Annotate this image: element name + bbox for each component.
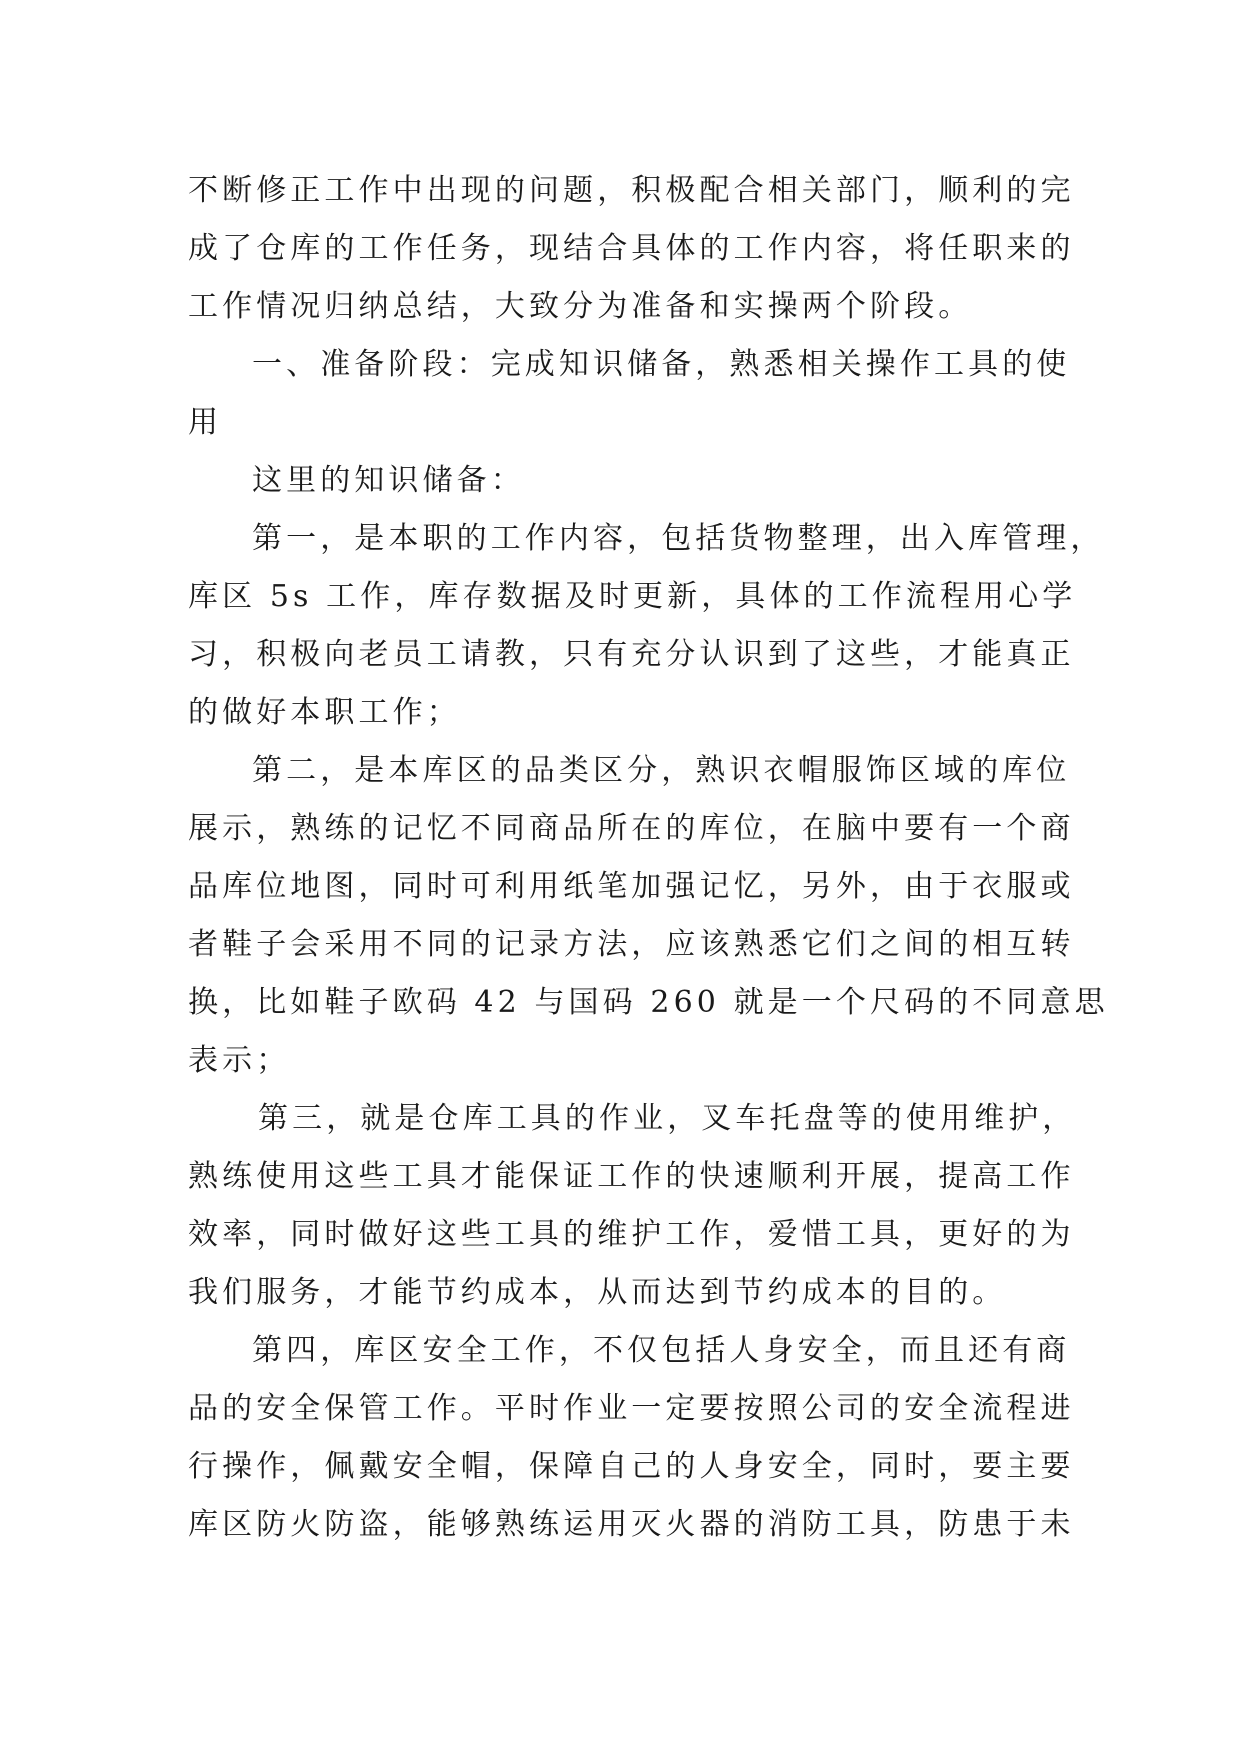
text-line: 换，比如鞋子欧码 42 与国码 260 就是一个尺码的不同意思	[188, 985, 1109, 1020]
paragraph-first-line: 第二，是本库区的品类区分，熟识衣帽服饰区域的库位	[252, 753, 1071, 788]
text-line: 展示，熟练的记忆不同商品所在的库位，在脑中要有一个商	[188, 811, 1075, 846]
text-line: 表示；	[188, 1043, 291, 1078]
text-line: 库区防火防盗，能够熟练运用灭火器的消防工具，防患于未	[188, 1507, 1075, 1542]
text-line: 效率，同时做好这些工具的维护工作，爱惜工具，更好的为	[188, 1217, 1075, 1252]
text-line: 库区 5s 工作，库存数据及时更新，具体的工作流程用心学	[188, 579, 1077, 614]
paragraph-first-line: 第一，是本职的工作内容，包括货物整理，出入库管理，	[252, 521, 1105, 556]
text-line: 品的安全保管工作。平时作业一定要按照公司的安全流程进	[188, 1391, 1075, 1426]
text-line: 行操作，佩戴安全帽，保障自己的人身安全，同时，要主要	[188, 1449, 1075, 1484]
paragraph-first-line: 第三，就是仓库工具的作业，叉车托盘等的使用维护，	[258, 1101, 1077, 1136]
text-line: 的做好本职工作；	[188, 695, 461, 730]
text-line: 成了仓库的工作任务，现结合具体的工作内容，将任职来的	[188, 231, 1075, 266]
text-line: 习，积极向老员工请教，只有充分认识到了这些，才能真正	[188, 637, 1075, 672]
section-heading-continued: 用	[188, 405, 223, 440]
text-line: 不断修正工作中出现的问题，积极配合相关部门，顺利的完	[188, 173, 1075, 208]
text-line: 我们服务，才能节约成本，从而达到节约成本的目的。	[188, 1275, 1007, 1310]
document-body	[188, 162, 1109, 1554]
text-line: 熟练使用这些工具才能保证工作的快速顺利开展，提高工作	[188, 1159, 1075, 1194]
section-heading: 一、准备阶段：完成知识储备，熟悉相关操作工具的使	[252, 347, 1071, 382]
paragraph-first-line: 第四，库区安全工作，不仅包括人身安全，而且还有商	[252, 1333, 1071, 1368]
text-line: 这里的知识储备：	[252, 463, 525, 498]
text-line: 工作情况归纳总结，大致分为准备和实操两个阶段。	[188, 289, 973, 324]
text-line: 品库位地图，同时可利用纸笔加强记忆，另外，由于衣服或	[188, 869, 1075, 904]
text-line: 者鞋子会采用不同的记录方法，应该熟悉它们之间的相互转	[188, 927, 1075, 962]
